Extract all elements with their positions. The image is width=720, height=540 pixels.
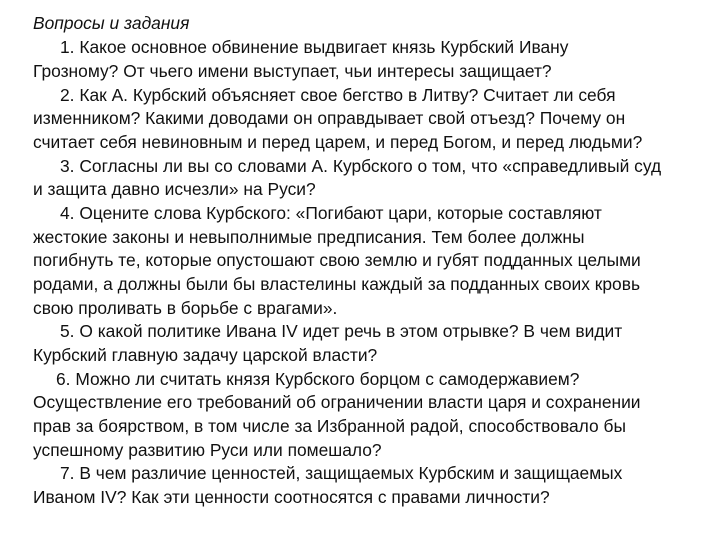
question-4-line-2: жестокие законы и невыполнимые предписания. Тем более должны [33, 227, 585, 247]
question-6-line-4: успешному развитию Руси или помешало? [33, 440, 382, 460]
question-6-line-1: 6. Можно ли считать князя Курбского борцом с самодержавием? [56, 369, 580, 389]
question-4-line-4: родами, а должны были бы властелины каждый за подданных своих кровь [33, 274, 641, 294]
question-4-line-3: погибнуть те, которые опустошают свою землю и губят подданных целыми [33, 250, 641, 270]
question-5-line-1: 5. О какой политике Ивана IV идет речь в этом отрывке? В чем видит [60, 321, 623, 341]
question-7-line-1: 7. В чем различие ценностей, защищаемых Курбским и защищаемых [60, 463, 623, 483]
question-2-line-3: считает себя невиновным и перед царем, и перед Богом, и перед людьми? [33, 132, 643, 152]
question-7-line-2: Иваном IV? Как эти ценности соотносятся с правами личности? [33, 487, 550, 507]
question-2-line-2: изменником? Какими доводами он оправдывает свой отъезд? Почему он [33, 108, 626, 128]
question-4-line-1: 4. Оцените слова Курбского: «Погибают цари, которые составляют [60, 203, 602, 223]
question-3-line-2: и защита давно исчезли» на Руси? [33, 179, 316, 199]
question-1-line-2: Грозному? От чьего имени выступает, чьи интересы защищает? [33, 61, 552, 81]
question-6-line-2: Осуществление его требований об ограничении власти царя и сохранении [33, 392, 641, 412]
question-5-line-2: Курбский главную задачу царской власти? [33, 345, 378, 365]
question-2-line-1: 2. Как А. Курбский объясняет свое бегство в Литву? Считает ли себя [60, 85, 616, 105]
question-1-line-1: 1. Какое основное обвинение выдвигает князь Курбский Ивану [60, 37, 569, 57]
section-heading: Вопросы и задания [33, 13, 190, 33]
question-3-line-1: 3. Согласны ли вы со словами А. Курбского о том, что «справедливый суд [60, 156, 662, 176]
question-4-line-5: свою проливать в борьбе с врагами». [33, 298, 338, 318]
question-6-line-3: прав за боярством, в том числе за Избранной радой, способствовало бы [33, 416, 626, 436]
